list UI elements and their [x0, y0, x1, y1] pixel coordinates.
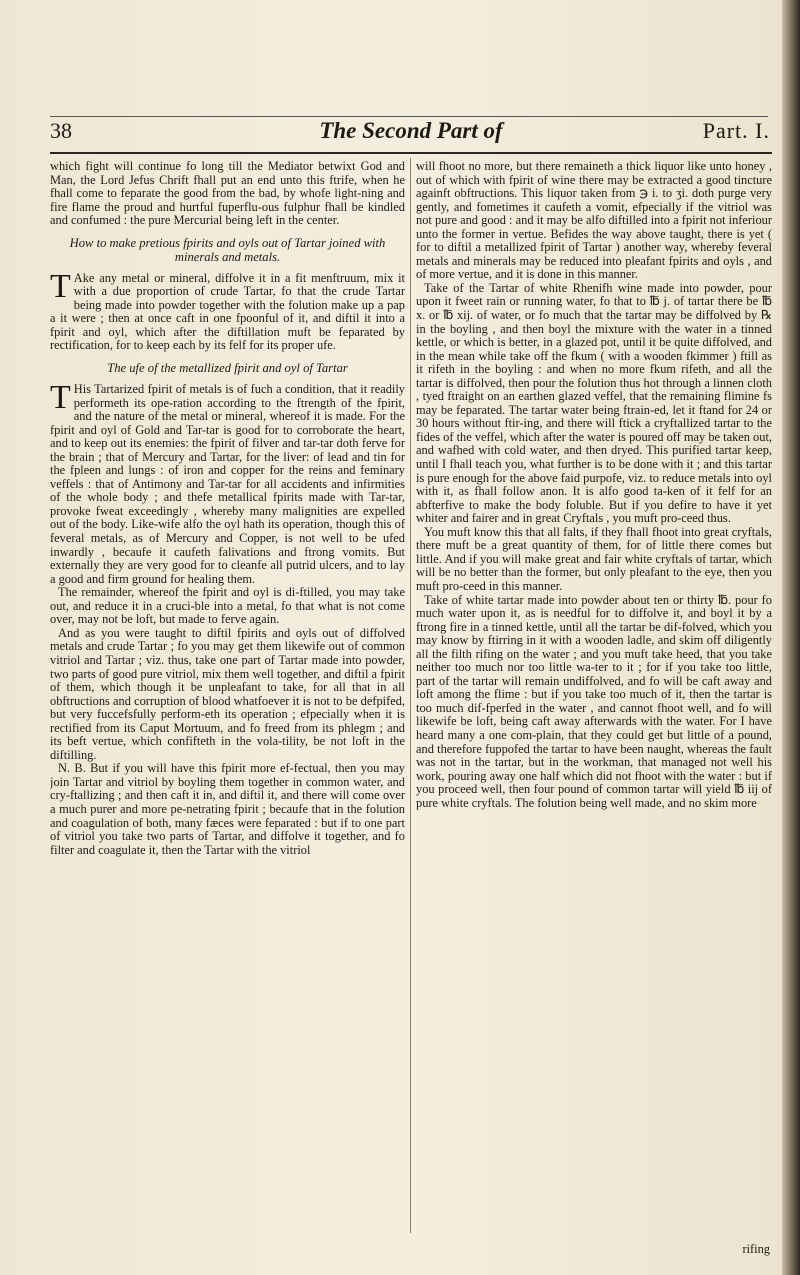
paragraph: T His Tartarized fpirit of metals is of fuch a condition, that it readily performeth its ope-ration according to the ftrength of the fpirit, and the nature of the metal or mineral, whereof it is made. For the fpirit and oyl of Gold and Tar-tar is good for to corroborate the heart, and to keep out its enemies: the fpirit of filver and tar-tar doth ferve for the brain ; that of Mercury and Tartar, for the liver: of lead and tin for the fpleen and lungs : of iron and copper for the reins and feminary veffels : that of Antimony and Tar-tar for all accidents and infirmities of the whole body ; and thefe metallical fpirits made with Tar-tar, provoke fweat exceedingly , whereby many malignities are expelled out of the body. Like-wife alfo the oyl hath its operation, though this of feveral metals, as of Mercury and Copper, is not well to be ufed inwardly , becaufe it caufeth falivations and ftrong vomits. But externally they are very good for to cleanfe all putrid ulcers, and to lay a good and firm ground for healing them. — [50, 379, 405, 586]
column-divider — [410, 158, 411, 1233]
book-spine-shadow — [782, 0, 800, 1275]
running-header — [50, 118, 772, 152]
paragraph: Take of the Tartar of white Rhenifh wine made into powder, pour upon it fweet rain or running water, fo that to ℔ j. of tartar there be ℔ x. or ℔ xij. of water, or fo much that the tartar may be diffolved by ℞ in the boyling , and then boyl the mixture with the water in a tinned kettle, or which is better, in a glazed pot, until it be quite diffolved, and in the mean while take off the fkum ( with a wooden fkimmer ) ftill as it rifeth in the boyling : and when no more fkum rifeth, and all the tartar is diffolved, then pour the folution thus hot through a linnen cloth , tyed ftraight on an earthen glazed veffel, that the remaining flimine fs may be feparated. The tartar water being ftrain-ed, let it ftand for 24 or 30 hours without ftir-ing, and there will ftick a cryftallized tartar to the fides of the veffel, which after the water is poured off may be taken out, and wafhed with cold water, and then dryed. This purified tartar keep, until I fhall teach you, what further is to be done with it ; and this tartar is pure enough for the above faid purpofe, viz. to reduce metals into oyl with it, as fhall follow anon. It is alfo good ta-ken of it felf for an abfterfive to make the body foluble. But if you defire to have it yet whiter and fairer and in great Cryftals , you muft pro-ceed thus. — [416, 280, 772, 526]
drop-capital: T — [50, 267, 71, 305]
paragraph: which fight will continue fo long till the Mediator betwixt God and Man, the Lord Jefus Chrift fhall put an end unto this ftrife, when he fhall come to feparate the good from the bad, by whofe light-ning and fire flame the proud and hurtful fuperflu-ous fulphur fhall be kindled and confumed : the pure Mercurial being left in the center. — [50, 160, 405, 228]
paragraph: T Ake any metal or mineral, diffolve it in a fit menftruum, mix it with a due proportion of crude Tartar, fo that the crude Tartar being made into powder together with the folution make up a pap a it were ; then at once caft in one fpoonful of it, and diftil it into a fpirit and oyl, which after the diftillation muft be feparated by rectification, for to keep each by its felf for its proper ufe. — [50, 267, 405, 353]
left-column — [50, 160, 405, 1240]
part-label: Part. I. — [702, 118, 770, 143]
section-heading: How to make pretious fpirits and oyls out of Tartar joined with minerals and metals. — [69, 235, 386, 264]
section-heading: The ufe of the metallized fpirit and oyl of Tartar — [107, 361, 348, 376]
page-number: 38 — [50, 118, 72, 143]
header-rule-top — [50, 116, 768, 117]
paragraph: Take of white tartar made into powder about ten or thirty ℔. pour fo much water upon it, as is needful for to diffolve it, and boyl it by a ftrong fire in a tinned kettle, until all the tartar be dif-folved, which you may know by ftirring in it with a wooden ladle, and skim off diligently all the filth rifing on the water ; and you muft take heed, that you take neither too much nor too little wa-ter to it ; for if you take too little, part of the tartar will remain undiffolved, and fo will be caft away and loft among the flime : but if you take too much of it, then the tartar is too much dif-fperfed in the water , and cannot fhoot well, and fo will likewife be loft, being caft away afterwards with the water. For I have heard many a one com-plain, that they could get but little of a pound, and therefore fuppofed the tartar to have been naught, whereas the fault was not in the tartar, but in the workman, that managed not well his work, pouring away one half which did not fhoot with the water : but if you proceed well, then four pound of common tartar will yield ℔ iij of pure white cryftals. The folution being well made, and no skim more — [416, 592, 772, 810]
paragraph: will fhoot no more, but there remaineth a thick liquor like unto honey , out of which with fpirit of wine there may be extracted a good tincture againft obftructions. This liquor taken from ℈ i. to ʒi. doth purge very gently, and fometimes it caufeth a vomit, efpecially if the vitriol was not pure and good : and it may be alfo diftilled into a fpirit not inferiour unto the former in vertue. Befides the way above taught, there is yet ( for to diftil a metallized fpirit of Tartar ) another way, whereby feveral metals and minerals may be reduced into pleafant fpirits and oyls , and of more vertue, and it is done in this manner. — [416, 160, 772, 282]
paragraph: N. B. But if you will have this fpirit more ef-fectual, then you may join Tartar and vitriol by boyling them together in common water, and cry-ftallizing ; and then caft it in, and diftil it, and there will come over a much purer and more pe-netrating fpirit ; becaufe that in the folution and coagulation of both, many fæces were feparated : but if to one part of vitriol you take two parts of Tartar, and diffolve it together, and fo filter and coagulate it, then the Tartar with the vitriol — [50, 761, 405, 857]
paragraph: And as you were taught to diftil fpirits and oyls out of diffolved metals and crude Tartar ; fo you may get them likewife out of common vitriol and Tartar ; viz. thus, take one part of Tartar made into powder, two parts of good pure vitriol, mix them well together, and diftil a fpirit of them, which though it be unpleafant to take, for all that in all obftructions and corruption of blood whatfoever it is not to be defpifed, but very fuccefsfully perform-eth its operation ; efpecially when it is rectified from its Caput Mortuum, and fo freed from its phlegm ; and its beft vertue, which confifteth in the vola-tility, be not loft in the diftilling. — [50, 625, 405, 762]
catchword: rifing — [742, 1242, 770, 1256]
drop-capital: T — [50, 379, 71, 417]
paragraph: You muft know this that all falts, if they fhall fhoot into great cryftals, there muft be a great quantity of them, for of little there comes but little. And if you will make great and fair white cryftals of tartar, which will be no better than the former, but only pleafant to the eye, then you muft pro-ceed in this manner. — [416, 524, 772, 593]
right-column — [416, 160, 772, 1240]
running-title: The Second Part of — [319, 118, 503, 143]
header-rule — [50, 152, 772, 154]
paragraph: The remainder, whereof the fpirit and oyl is di-ftilled, you may take out, and reduce it in a cruci-ble into a metal, fo that what is not come over, may not be loft, but made to ferve again. — [50, 585, 405, 627]
